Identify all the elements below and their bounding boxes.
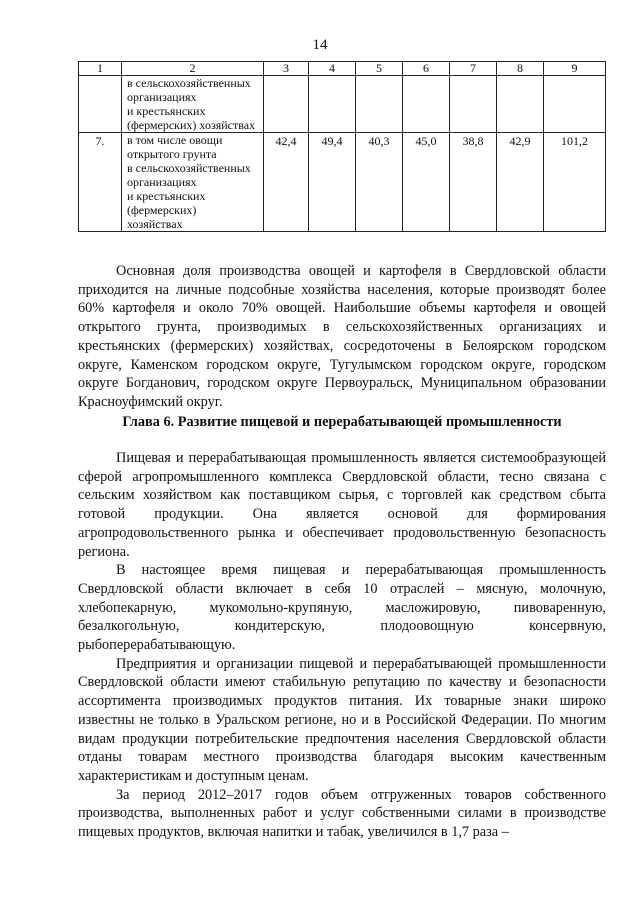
header-cell: 2 xyxy=(122,62,264,76)
name-line: в том числе овощи xyxy=(127,133,223,147)
header-cell: 3 xyxy=(264,62,309,76)
value-cell: 40,3 xyxy=(356,133,403,232)
name-line: в сельскохозяйственных xyxy=(127,76,251,90)
value-cell xyxy=(497,76,544,133)
name-line: в сельскохозяйственных xyxy=(127,161,251,175)
value-cell xyxy=(264,76,309,133)
name-line: организациях xyxy=(127,90,197,104)
name-line: открытого грунта xyxy=(127,147,217,161)
name-line: и крестьянских xyxy=(127,189,206,203)
name-line: организациях xyxy=(127,175,197,189)
paragraph: Основная доля производства овощей и картофеля в Свердловской области приходится на личные подсобные хозяйства населения, которые производят более 60% картофеля и около 70% овощей. Наибольшие объемы картофеля и овощей открытого грунта, производимых в сельскохозяйственных организациях и крестьянских (фермерских) хозяйствах, сосредоточены в Белоярском городском округе, Каменском городском округе, Тугулымском городском округе, городском округе Богданович, городском округе Первоуральск, Муниципальном образовании Красноуфимский округ. xyxy=(78,263,606,410)
header-cell: 5 xyxy=(356,62,403,76)
table-row xyxy=(79,76,606,133)
data-table xyxy=(78,61,606,232)
value-cell: 38,8 xyxy=(450,133,497,232)
row-name-cell xyxy=(122,133,264,232)
row-number-cell: 7. xyxy=(79,133,122,232)
chapter-text xyxy=(78,449,606,842)
paragraph: В настоящее время пищевая и перерабатывающая промышленность Свердловской области включает в себя 10 отраслей – мясную, молочную, хлебопекарную, мукомольно-крупяную, масложировую, пивоваренную, безалкогольную, кондитерскую, плодоовощную консервную, рыбоперерабатывающую. xyxy=(78,562,606,654)
paragraph: Предприятия и организации пищевой и перерабатывающей промышленности Свердловской области имеют стабильную репутацию по качеству и безопасности ассортимента производимых продуктов питания. Их товарные знаки широко известны не только в Уральском регионе, но и в Российской Федерации. По многим видам продукции потребительские предпочтения населения Свердловской области отданы товарам местного производства благодаря высоким качественным характеристикам и доступным ценам. xyxy=(78,655,606,784)
header-cell: 4 xyxy=(309,62,356,76)
name-line: хозяйствах xyxy=(127,217,183,231)
intro-text xyxy=(78,262,606,412)
table-header-row xyxy=(79,62,606,76)
value-cell xyxy=(403,76,450,133)
header-cell: 9 xyxy=(544,62,606,76)
paragraph: Пищевая и перерабатывающая промышленность является системообразующей сферой агропромышленного комплекса Свердловской области, тесно связана с сельским хозяйством как поставщиком сырья, с торговлей как средством сбыта готовой продукции. Она является основой для формирования агропродовольственного рынка и обеспечивает продовольственную безопасность региона. xyxy=(78,450,606,560)
page-number: 14 xyxy=(312,37,328,53)
value-cell: 42,4 xyxy=(264,133,309,232)
header-cell: 1 xyxy=(79,62,122,76)
name-line: (фермерских) xyxy=(127,203,197,217)
value-cell: 101,2 xyxy=(544,133,606,232)
header-cell: 8 xyxy=(497,62,544,76)
value-cell: 42,9 xyxy=(497,133,544,232)
value-cell xyxy=(544,76,606,133)
value-cell xyxy=(309,76,356,133)
paragraph: За период 2012–2017 годов объем отгруженных товаров собственного производства, выполненных работ и услуг собственными силами в производстве пищевых продуктов, включая напитки и табак, увеличился в 1,7 раза – xyxy=(78,786,606,841)
value-cell: 49,4 xyxy=(309,133,356,232)
row-name-cell xyxy=(122,76,264,133)
header-cell: 7 xyxy=(450,62,497,76)
value-cell xyxy=(450,76,497,133)
name-line: (фермерских) хозяйствах xyxy=(127,118,256,132)
chapter-title: Глава 6. Развитие пищевой и перерабатывающей промышленности xyxy=(122,414,562,430)
table-row xyxy=(79,133,606,232)
row-number-cell xyxy=(79,76,122,133)
value-cell xyxy=(356,76,403,133)
header-cell: 6 xyxy=(403,62,450,76)
value-cell: 45,0 xyxy=(403,133,450,232)
name-line: и крестьянских xyxy=(127,104,206,118)
